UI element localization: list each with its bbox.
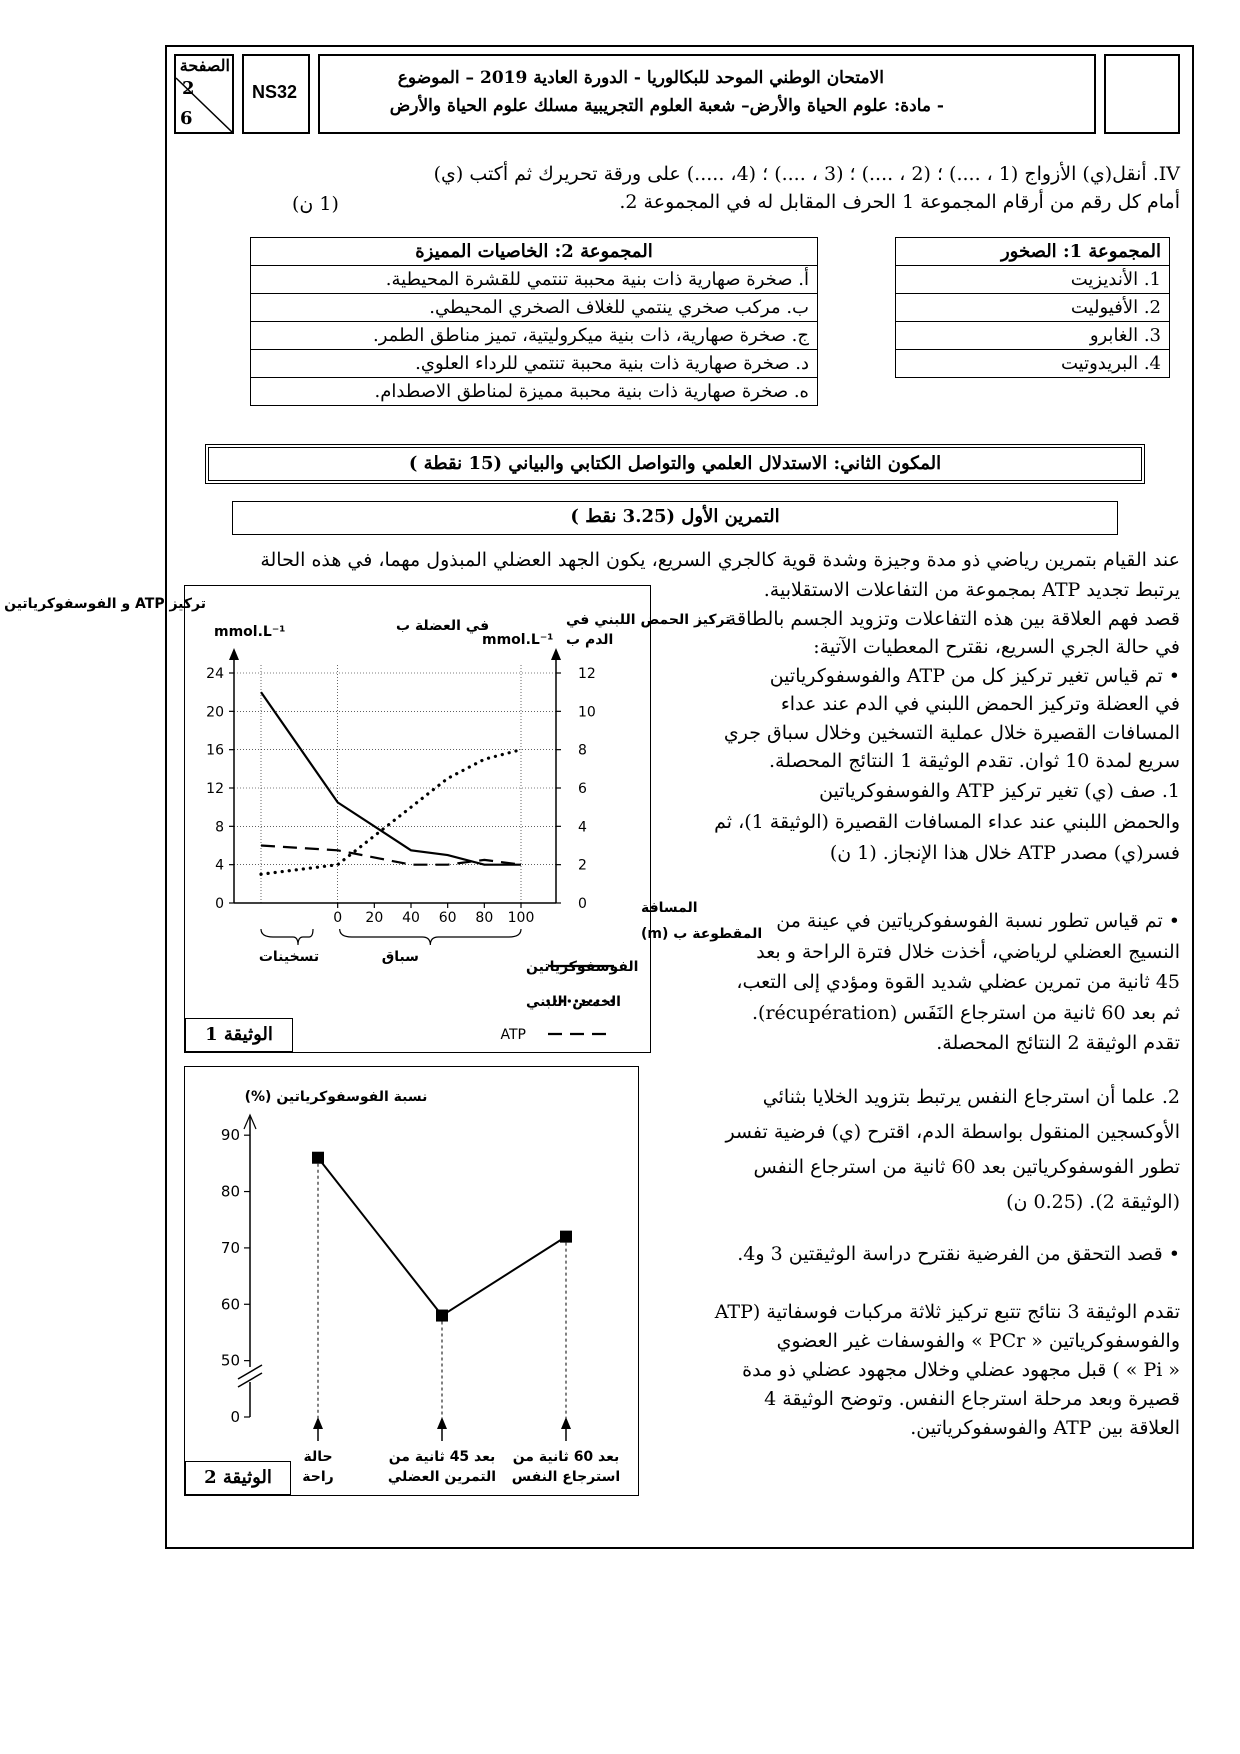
q2-line: تطور الفوسفوكرياتين بعد 60 ثانية من استرجاع النفس (753, 1156, 1180, 1178)
group2-title: المجموعة 2: الخاصيات المميزة (251, 238, 818, 266)
x-axis-title-line1: المسافة (641, 900, 698, 916)
race-label: سباق (381, 949, 419, 965)
doc1-label: الوثيقة 1 (205, 1024, 273, 1045)
right-tick-label: 12 (578, 666, 596, 682)
category-label: استرجاع النفس (511, 1469, 621, 1485)
exam-code: NS32 (252, 82, 298, 102)
left-tick-label: 4 (215, 857, 224, 874)
intro-line: يرتبط تجديد ATP بمجموعة من التفاعلات الاستقلابية. (763, 579, 1180, 601)
exam-title-box (318, 54, 1096, 134)
q2-line: 2. علما أن استرجاع النفس يرتبط بتزويد الخلايا بثنائي (762, 1086, 1180, 1108)
doc3-line: العلاقة بين ATP والفوسفوكرياتين. (910, 1417, 1180, 1439)
right-tick-label: 4 (578, 819, 587, 836)
category-label: التمرين العضلي (387, 1469, 497, 1485)
series-line-0 (261, 692, 521, 864)
q1-line: 1. صف (ي) تغير تركيز ATP والفوسفوكرياتين (819, 780, 1180, 802)
category-label: راحة (302, 1469, 334, 1485)
x-tick-label: 0 (333, 910, 343, 926)
intro-line: • تم قياس تغير تركيز كل من ATP والفوسفوكرياتين (769, 664, 1180, 687)
right-axis-unit: mmol.L⁻¹ (482, 632, 554, 648)
y-tick-label: 90 (220, 1126, 240, 1145)
page-number-box (174, 54, 234, 134)
doc2-frame (184, 1066, 639, 1496)
category-arrow (313, 1417, 323, 1429)
x-tick-label: 100 (507, 910, 535, 926)
page-label: الصفحة (179, 56, 230, 75)
axis-break (238, 1365, 262, 1379)
group1-item: 4. البريدوتيت (896, 350, 1170, 378)
intro-line: في حالة الجري السريع، نقترح المعطيات الآتية: (813, 636, 1180, 658)
q1-line: فسر(ي) مصدر ATP خلال هذا الإنجاز. (1 ن) (829, 842, 1180, 864)
right-axis-title-line1: تركيز الحمض اللبني في (566, 612, 731, 628)
group1-title: المجموعة 1: الصخور (896, 238, 1170, 266)
left-axis-unit: mmol.L⁻¹ (214, 624, 286, 640)
legend-label: الحمض اللبني (526, 994, 621, 1010)
doc1-chart (4, 586, 763, 1051)
left-tick-label: 24 (206, 666, 224, 682)
series-line-2 (261, 846, 521, 865)
doc2-label: الوثيقة 2 (204, 1467, 272, 1488)
verify-line: • قصد التحقق من الفرضية نقترح دراسة الوثيقتين 3 و4. (737, 1243, 1180, 1265)
group1-item: 3. الغابرو (896, 322, 1170, 350)
category-arrow (561, 1417, 571, 1429)
component-title: المكون الثاني: الاستدلال العلمي والتواصل الكتابي والبياني (15 نقطة ) (408, 453, 942, 474)
exam-title-line1: الامتحان الوطني الموحد للبكالوريا - الدورة العادية 2019 – الموضوع (397, 68, 884, 88)
legend-label: الفوسفوكرياتين (526, 959, 639, 975)
q4-line2: أمام كل رقم من أرقام المجموعة 1 الحرف المقابل له في المجموعة 2. (619, 191, 1180, 213)
y-tick-label: 0 (230, 1408, 240, 1426)
intro-line: المسافات القصيرة خلال عملية التسخين وخلال سباق جري (723, 721, 1180, 744)
category-label: حالة (303, 1449, 333, 1465)
intro-block (655, 576, 1180, 776)
right-tick-label: 6 (578, 781, 587, 797)
exam-title-line2: - مادة: علوم الحياة والأرض– شعبة العلوم التجريبية مسلك علوم الحياة والأرض (389, 96, 944, 116)
left-tick-label: 8 (215, 819, 224, 836)
x-tick-label: 20 (365, 910, 384, 926)
intro-line1: عند القيام بتمرين رياضي ذو مدة وجيزة وشدة قوية كالجري السريع، يكون الجهد العضلي المبذول مهما، في هذه الحالة (260, 549, 1180, 571)
left-tick-label: 16 (206, 742, 224, 759)
category-arrow (437, 1417, 447, 1429)
q1-line: والحمض اللبني عند عداء المسافات القصيرة (الوثيقة 1)، ثم (714, 811, 1180, 833)
q2-line: الأوكسجين المنقول بواسطة الدم، اقترح (ي) فرضية تفسر (725, 1121, 1180, 1143)
para2-line: ثم بعد 60 ثانية من استرجاع النَفَس (récupération). (752, 1001, 1180, 1024)
component-title-box (205, 444, 1145, 484)
y-tick-label: 70 (220, 1238, 240, 1257)
intro-line: سريع لمدة 10 ثوان. تقدم الوثيقة 1 النتائج المحصلة. (768, 750, 1180, 772)
group2-item: ج. صخرة صهارية، ذات بنية ميكروليتية، تميز مناطق الطمر. (251, 322, 818, 350)
category-label: بعد 60 ثانية من (512, 1449, 620, 1465)
blank-box (1104, 54, 1180, 134)
series-line-1 (261, 750, 521, 875)
exercise-title: التمرين الأول (3.25 نقط ) (570, 506, 780, 527)
para2-line: النسيج العضلي لرياضي، أخذت خلال فترة الراحة و بعد (756, 940, 1180, 963)
group2-item: ب. مركب صخري ينتمي للغلاف الصخري المحيطي. (251, 294, 818, 322)
doc2-chart (186, 1067, 638, 1494)
page-number: 2 (182, 78, 195, 99)
right-axis-title-line2: الدم ب (566, 632, 614, 648)
legend-label: ATP (500, 1027, 526, 1043)
group1-item: 2. الأفيوليت (896, 294, 1170, 322)
x-tick-label: 60 (438, 910, 457, 926)
race-brace (340, 929, 521, 945)
para2-line: 45 ثانية من تمرين عضلي شديد القوة ومؤدي إلى التعب، (736, 971, 1180, 993)
q2-block (660, 1080, 1180, 1220)
category-label: بعد 45 ثانية من (388, 1449, 496, 1465)
group2-item: أ. صخرة صهارية ذات بنية محببة تنتمي للقشرة المحيطية. (251, 266, 818, 294)
x-tick-label: 80 (475, 910, 494, 926)
group1-table (895, 237, 1170, 378)
warmup-label: تسخينات (258, 949, 320, 965)
x-tick-label: 40 (402, 910, 420, 926)
series-line (318, 1158, 566, 1316)
doc3-line: قصيرة وبعد مرحلة استرجاع النفس. وتوضح الوثيقة 4 (764, 1388, 1180, 1410)
group2-table (250, 237, 818, 406)
y-axis-title: نسبة الفوسفوكرياتين (%) (244, 1089, 428, 1105)
doc1-frame (4, 585, 763, 1053)
right-tick-label: 10 (578, 704, 596, 721)
warmup-brace (261, 929, 313, 945)
doc1-label-box (185, 1018, 293, 1052)
intro-line: قصد فهم العلاقة بين هذه التفاعلات وتزويد الجسم بالطاقة (726, 607, 1180, 630)
y-tick-label: 50 (220, 1351, 240, 1370)
right-y-axis-arrow (551, 648, 561, 660)
x-axis-title-line2: المقطوعة ب (m) (641, 926, 763, 942)
doc3-line: تقدم الوثيقة 3 نتائج تتبع تركيز ثلاثة مركبات فوسفاتية (ATP (714, 1301, 1180, 1323)
right-tick-label: 8 (578, 742, 587, 759)
y-tick-label: 80 (220, 1182, 240, 1201)
para2-line: • تم قياس تطور نسبة الفوسفوكرياتين في عينة من (776, 910, 1180, 932)
q1-block (655, 776, 1180, 869)
left-axis-title-line2: في العضلة ب (396, 618, 490, 634)
data-point (560, 1231, 572, 1243)
intro-line: في العضلة وتركيز الحمض اللبني في الدم عند عداء (780, 693, 1180, 715)
q4-line1: IV. أنقل(ي) الأزواج (1 ، ....) ؛ (2 ، ....) ؛ (3 ، ....) ؛ (4، .....) على ورقة تحريرك ثم أكتب (ي) (433, 163, 1180, 185)
doc3-block (645, 1298, 1180, 1443)
left-axis-title-line1: تركيز ATP و الفوسفوكرياتين (4, 596, 206, 612)
left-tick-label: 20 (206, 704, 224, 721)
right-tick-label: 0 (578, 896, 587, 912)
left-y-axis-arrow (229, 648, 239, 660)
group2-item: ه. صخرة صهارية ذات بنية محببة مميزة لمناطق الاصطدام. (251, 378, 818, 406)
left-tick-label: 0 (215, 896, 224, 912)
para2-line: تقدم الوثيقة 2 النتائج المحصلة. (936, 1032, 1180, 1054)
right-tick-label: 2 (578, 857, 587, 874)
y-tick-label: 60 (220, 1295, 240, 1314)
q2-line: (الوثيقة 2). (0.25 ن) (1006, 1191, 1180, 1213)
data-point (312, 1152, 324, 1164)
data-point (436, 1310, 448, 1322)
exercise-title-box (232, 501, 1118, 535)
group1-item: 1. الأنديزيت (896, 266, 1170, 294)
left-tick-label: 12 (206, 781, 224, 797)
doc2-label-box (185, 1461, 291, 1495)
q4-points: (1 ن) (292, 193, 339, 215)
doc3-line: « Pi » ) قبل مجهود عضلي وخلال مجهود عضلي ذو مدة (742, 1359, 1180, 1381)
page-total: 6 (180, 108, 193, 129)
doc3-line: والفوسفوكرياتين « PCr » والفوسفات غير العضوي (776, 1330, 1180, 1352)
exam-code-box (242, 54, 310, 134)
group2-item: د. صخرة صهارية ذات بنية محببة تنتمي للرداء العلوي. (251, 350, 818, 378)
